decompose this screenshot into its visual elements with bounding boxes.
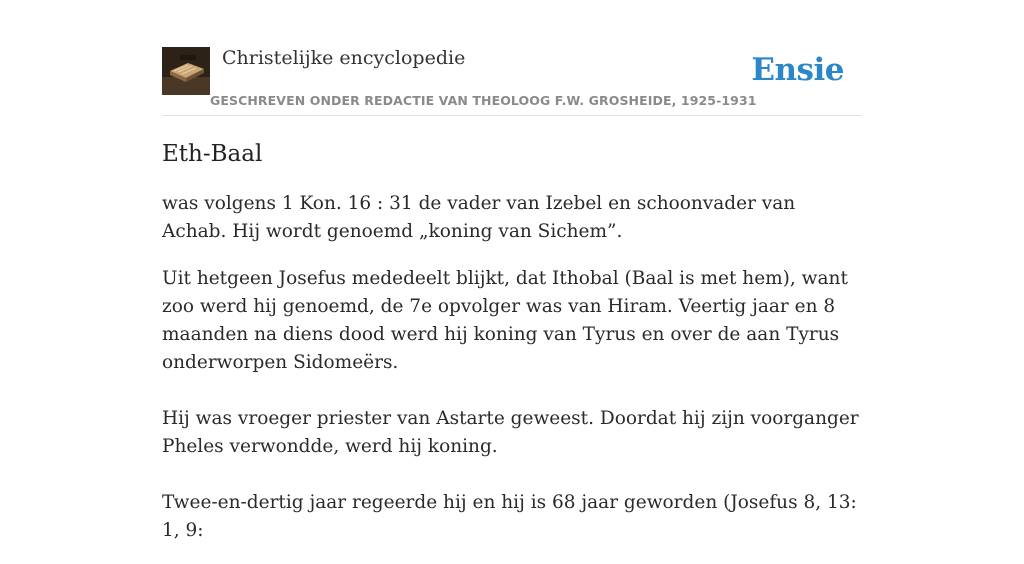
article-title: Eth-Baal — [162, 141, 263, 167]
site-header — [162, 46, 862, 116]
article-paragraph: Uit hetgeen Josefus mededeelt blijkt, dat Ithobal (Baal is met hem), want zoo werd hij genoemd, de 7e opvolger was van Hiram. Veertig jaar en 8 maanden na diens dood werd hij koning van Tyrus en over de aan Tyrus onderworpen Sidomeërs. Hij was vroeger priester van Astarte geweest. Doordat hij zijn voorganger Pheles verwondde, werd hij koning. Twee-en-dertig jaar regeerde hij en hij is 68 jaar geworden (Josefus 8, 13: 1, 9: — [162, 268, 859, 541]
article-paragraph: was volgens 1 Kon. 16 : 31 de vader van Izebel en schoonvader van Achab. Hij wordt genoemd „koning van Sichem”. — [162, 193, 796, 242]
brand-logo[interactable]: Ensie — [751, 52, 844, 88]
encyclopedia-subtitle: GESCHREVEN ONDER REDACTIE VAN THEOLOOG F.W. GROSHEIDE, 1925-1931 — [210, 93, 757, 108]
book-photo-icon[interactable] — [162, 47, 210, 95]
encyclopedia-name[interactable]: Christelijke encyclopedie — [222, 47, 466, 69]
article — [162, 138, 862, 564]
